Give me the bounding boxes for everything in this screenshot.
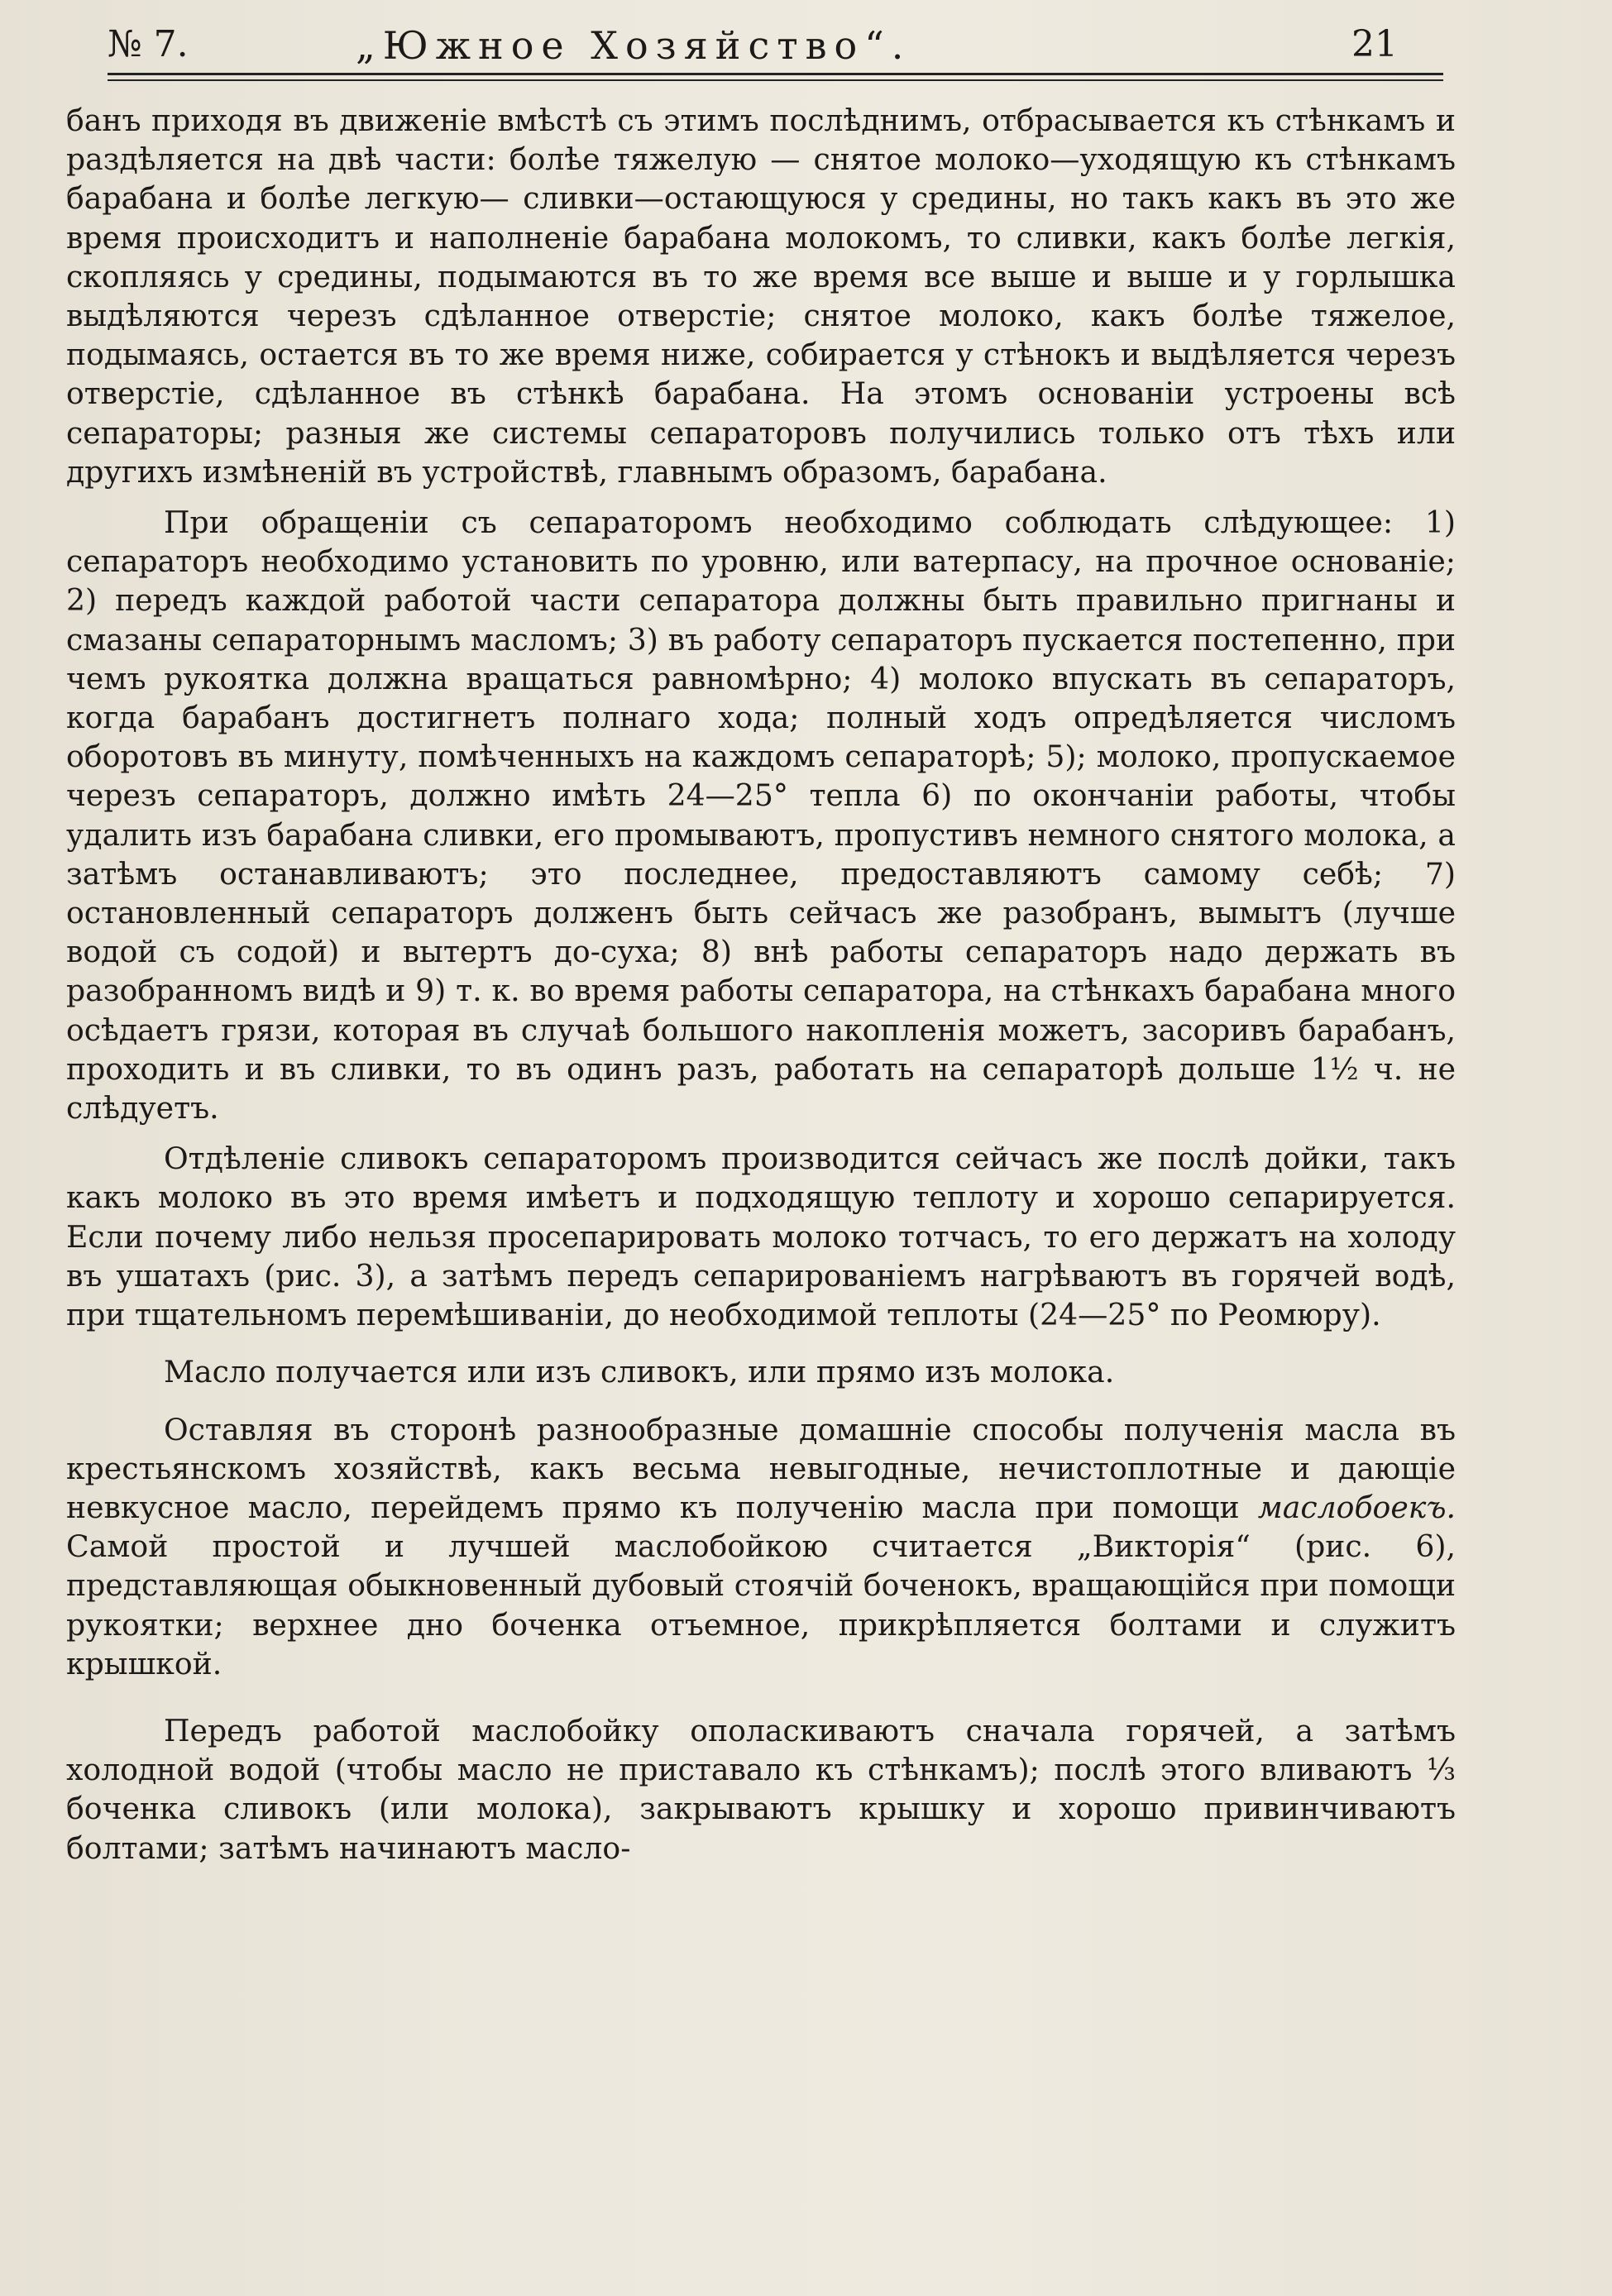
paragraph-cream-separation: Отдѣленiе сливокъ сепараторомъ производится сейчасъ же послѣ дойки, такъ какъ молоко въ это время имѣетъ и подходящую теплоту и хорошо сепарируется. Если почему либо нельзя просепарировать молоко тотчасъ, то его держатъ на холоду въ ушатахъ (рис. 3), а затѣмъ передъ сепарированiемъ нагрѣваютъ въ горячей водѣ, при тщательномъ перемѣшиванiи, до необходимой теплоты (24—25° по Реомюру). (66, 1141, 1456, 1333)
paragraph-separator-rules: При обращенiи съ сепараторомъ необходимо соблюдать слѣдующее: 1) сепараторъ необходимо установить по уровню, или ватерпасу, на прочное основанiе; 2) передъ каждой работой части сепаратора должны быть правильно пригнаны и смазаны сепараторнымъ масломъ; 3) въ работу сепараторъ пускается постепенно, при чемъ рукоятка должна вращаться равномѣрно; 4) молоко впускать въ сепараторъ, когда барабанъ достигнетъ полнаго хода; полный ходъ опредѣляется числомъ оборотовъ въ минуту, помѣченныхъ на каждомъ сепараторѣ; 5); молоко, пропускаемое черезъ сепараторъ, должно имѣть 24—25° тепла 6) по окончанiи работы, чтобы удалить изъ барабана сливки, его промываютъ, пропустивъ немного снятого молока, а затѣмъ останавливаютъ; это последнее, предоставляютъ самому себѣ; 7) остановленный сепараторъ долженъ быть сейчасъ же разобранъ, вымытъ (лучше водой съ содой) и вытертъ до-суха; 8) внѣ работы сепараторъ надо держать въ разобранномъ видѣ и 9) т. к. во время работы сепаратора, на стѣнкахъ барабана много осѣдаетъ грязи, которая въ случаѣ большого накопленiя можетъ, засоривъ барабанъ, проходить и въ сливки, то въ одинъ разъ, работать на сепараторѣ дольше 1½ ч. не слѣдуетъ. (66, 505, 1456, 1126)
paragraph-butter-source: Масло получается или изъ сливокъ, или прямо изъ молока. (164, 1354, 1115, 1390)
header-rule-top (108, 73, 1443, 75)
churns-emphasis: маслобоекъ. (1257, 1489, 1456, 1525)
body-text (66, 101, 1456, 1868)
issue-number: № 7. (108, 23, 189, 65)
churns-text-before: Оставляя въ сторонѣ разнообразные домашнiе способы полученiя масла въ крестьянскомъ хозяйствѣ, какъ весьма невыгодные, нечистоплотные и дающiе невкусное масло, перейдемъ прямо къ полученiю масла при помощи (66, 1411, 1456, 1525)
running-header (108, 23, 1398, 73)
paragraph-separator-principle: банъ приходя въ движенiе вмѣстѣ съ этимъ послѣднимъ, отбрасывается къ стѣнкамъ и раздѣляется на двѣ части: болѣе тяжелую — снятое молоко—уходящую къ стѣнкамъ барабана и болѣе легкую— сливки—остающуюся у средины, но такъ какъ въ это же время происходитъ и наполненiе барабана молокомъ, то сливки, какъ болѣе легкiя, скопляясь у средины, подымаются въ то же время все выше и выше и у горлышка выдѣляются черезъ сдѣланное отверстiе; снятое молоко, какъ болѣе тяжелое, подымаясь, остается въ то же время ниже, собирается у стѣнокъ и выдѣляется черезъ отверстiе, сдѣланное въ стѣнкѣ барабана. На этомъ основанiи устроены всѣ сепараторы; разныя же системы сепараторовъ получились только отъ тѣхъ или другихъ измѣненiй въ устройствѣ, главнымъ образомъ, барабана. (66, 103, 1456, 490)
page-number: 21 (1351, 23, 1398, 65)
churns-text-after: Самой простой и лучшей маслобойкою считается „Викторiя“ (рис. 6), представляющая обыкновенный дубовый стоячiй боченокъ, вращающiйся при помощи рукоятки; верхнее дно боченка отъемное, прикрѣпляется болтами и служитъ крышкой. (66, 1528, 1456, 1681)
journal-title: „Южное Хозяйство“. (356, 23, 911, 68)
paragraph-butter-churns (66, 1410, 1456, 1683)
header-rule-bottom (108, 79, 1443, 81)
paragraph-churn-procedure: Передъ работой маслобойку ополаскиваютъ сначала горячей, а затѣмъ холодной водой (чтобы масло не приставало къ стѣнкамъ); послѣ этого вливаютъ ⅓ боченка сливокъ (или молока), закрываютъ крышку и хорошо привинчиваютъ болтами; затѣмъ начинаютъ масло- (66, 1712, 1456, 1866)
